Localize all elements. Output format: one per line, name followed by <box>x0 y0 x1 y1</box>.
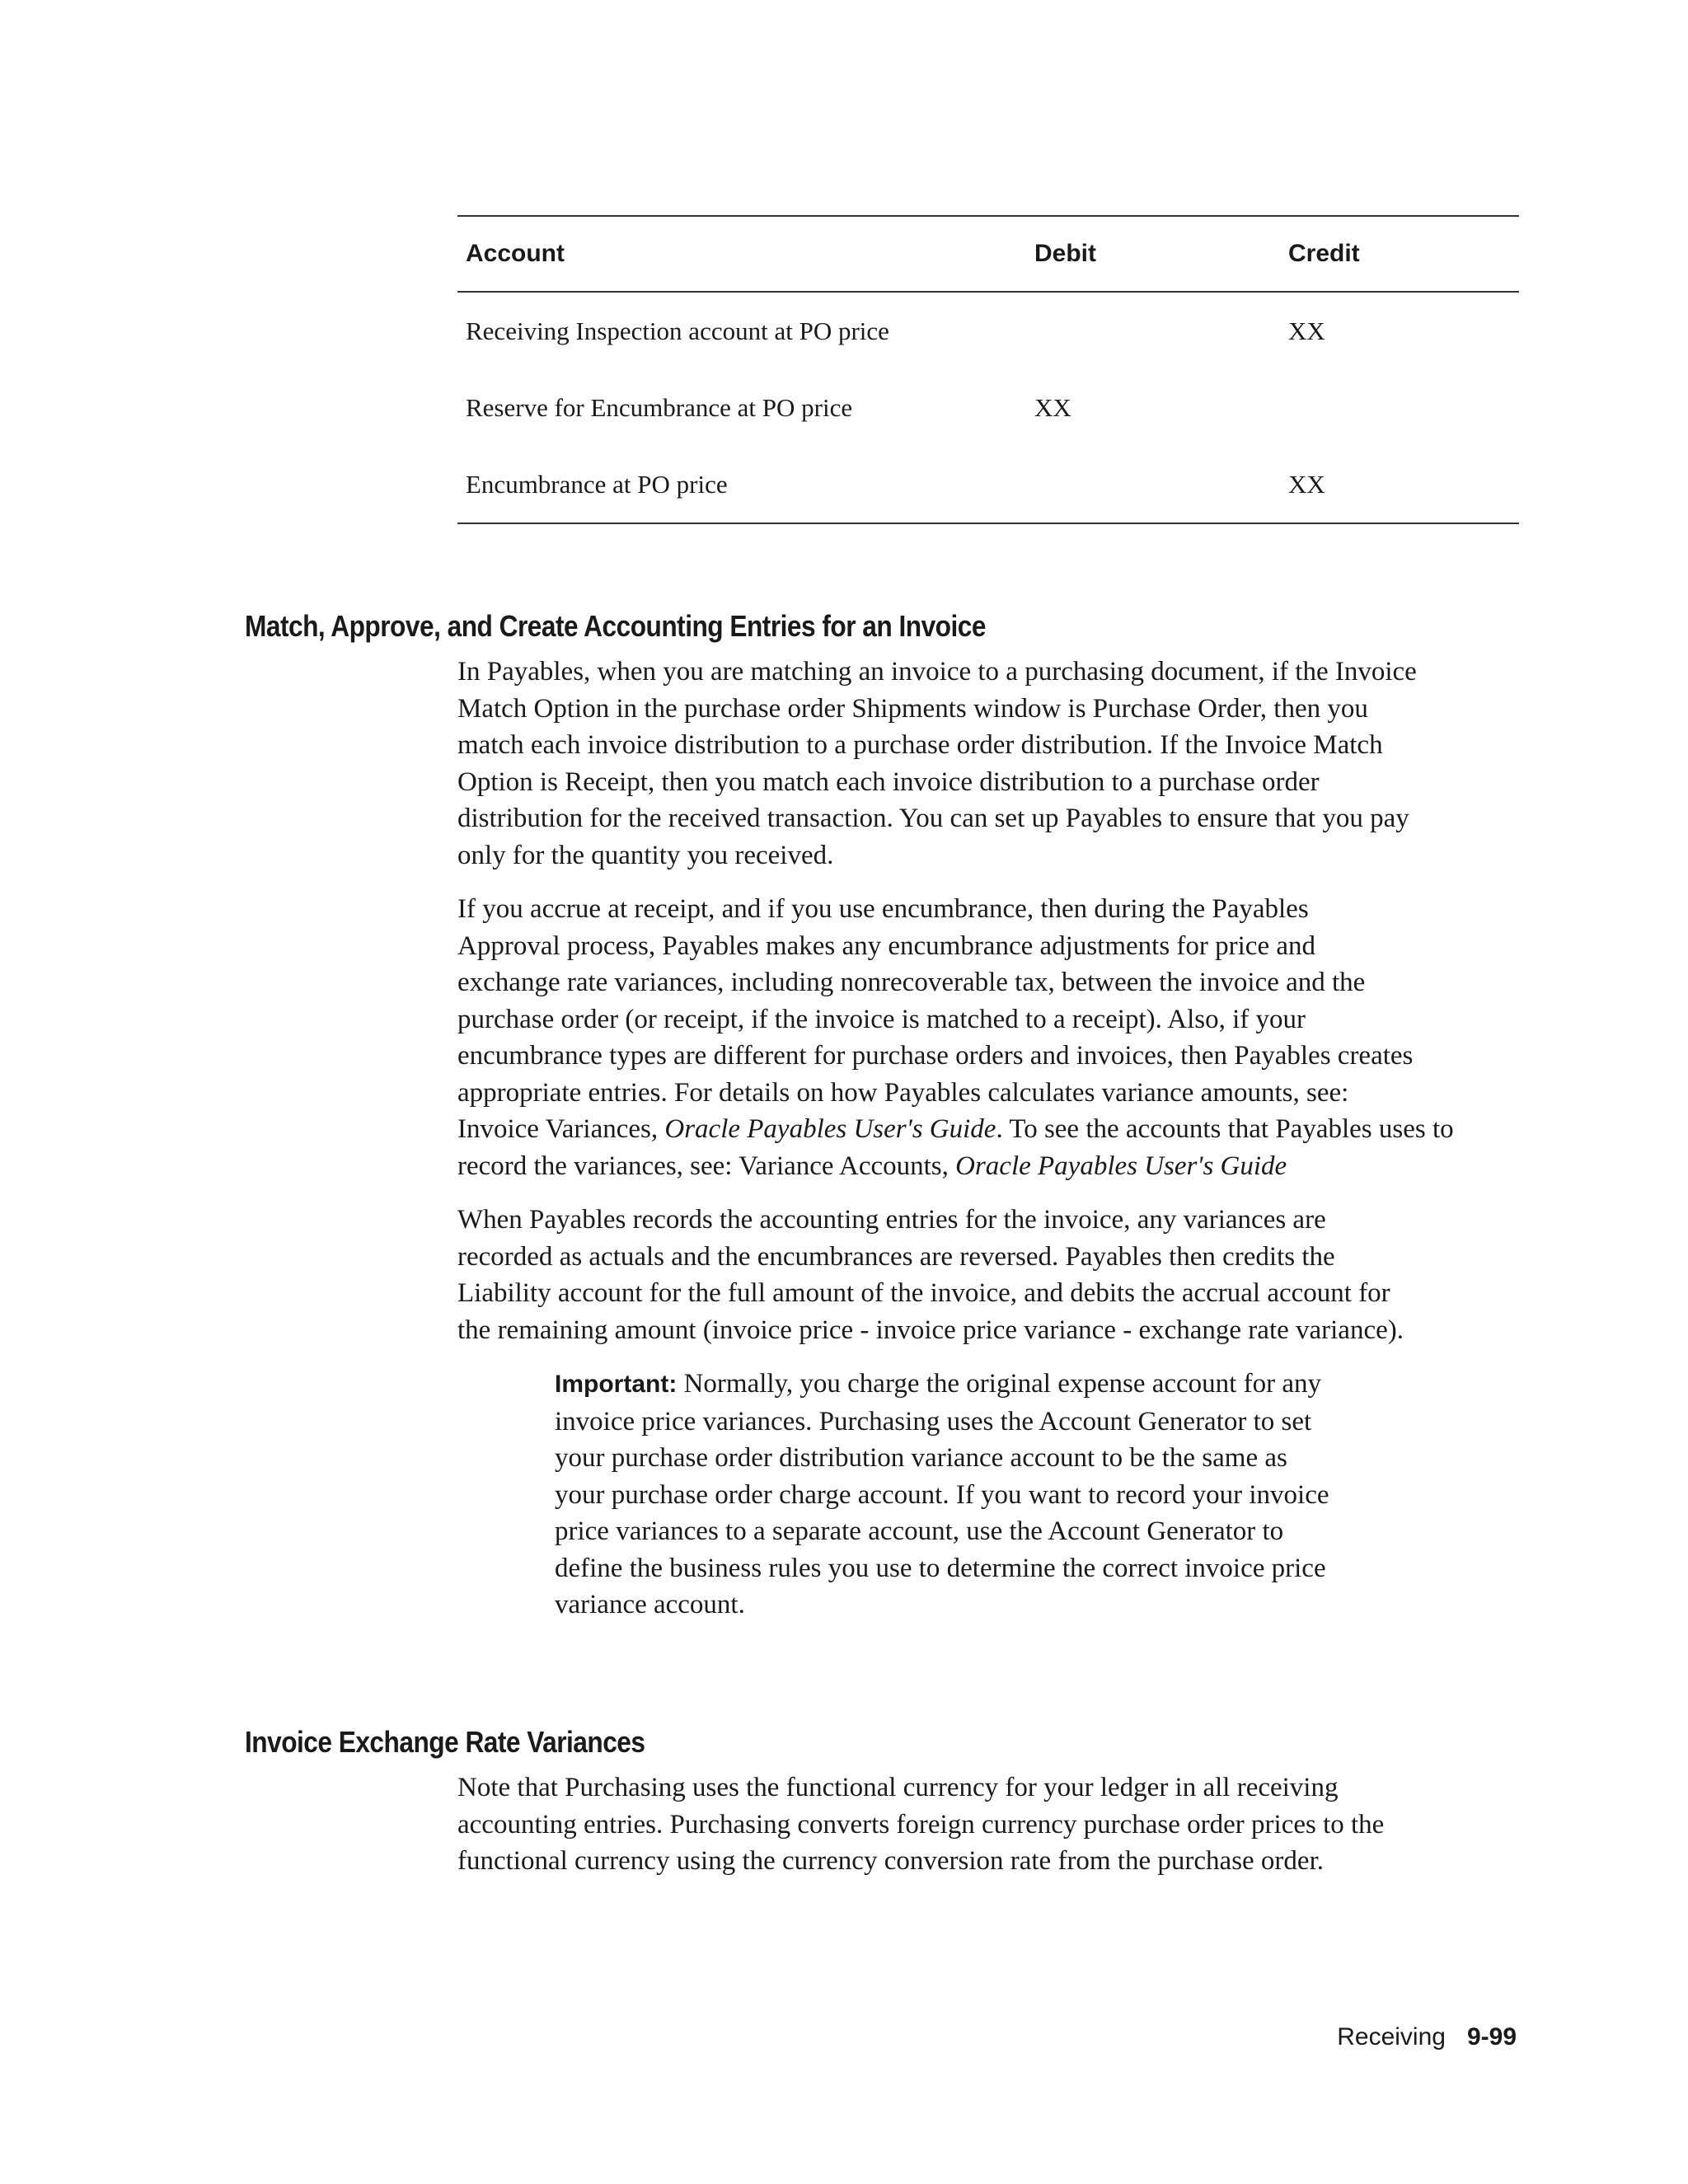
text-segment: Invoice Variances, <box>457 1114 665 1144</box>
table-body <box>457 292 1519 523</box>
text-line: Match Option in the purchase order Shipments window is Purchase Order, then you <box>457 693 1368 724</box>
section-heading-exchange-rate: Invoice Exchange Rate Variances <box>245 1725 645 1759</box>
text-line: price variances to a separate account, use the Account Generator to <box>555 1516 1284 1546</box>
text-line: In Payables, when you are matching an invoice to a purchasing document, if the Invoice <box>457 657 1417 687</box>
account-column-header: Account <box>466 240 565 267</box>
text-line: invoice price variances. Purchasing uses the Account Generator to set <box>555 1406 1312 1436</box>
text-line: distribution for the received transaction. You can set up Payables to ensure that you pay <box>457 804 1409 833</box>
text-line: Note that Purchasing uses the functional currency for your ledger in all receiving <box>457 1773 1339 1802</box>
section-heading-match-approve: Match, Approve, and Create Accounting Entries for an Invoice <box>245 609 986 643</box>
account-cell: Reserve for Encumbrance at PO price <box>466 392 853 422</box>
account-cell: Encumbrance at PO price <box>466 469 728 499</box>
text-line: encumbrance types are different for purchase orders and invoices, then Payables creates <box>457 1041 1414 1071</box>
credit-cell: XX <box>1288 316 1325 345</box>
credit-cell: XX <box>1288 469 1325 499</box>
debit-cell <box>1026 292 1280 369</box>
important-note <box>555 1366 1503 1624</box>
chapter-name: Receiving <box>1337 2023 1446 2050</box>
book-reference: Oracle Payables User's Guide <box>955 1151 1287 1181</box>
text-line <box>457 1111 1529 1148</box>
table-header <box>457 216 1519 292</box>
text-line: exchange rate variances, including nonrecoverable tax, between the invoice and the <box>457 968 1366 997</box>
table-header-row <box>457 216 1519 292</box>
book-reference: Oracle Payables User's Guide <box>664 1114 996 1144</box>
text-line: your purchase order charge account. If you want to record your invoice <box>555 1479 1329 1510</box>
paragraph-invoice-matching <box>457 654 1529 874</box>
debit-cell <box>1026 446 1280 523</box>
text-segment: record the variances, see: Variance Accounts, <box>457 1151 956 1181</box>
text-segment: Normally, you charge the original expense account for any <box>677 1369 1321 1399</box>
important-label: Important: <box>555 1371 678 1398</box>
text-line: recorded as actuals and the encumbrances are reversed. Payables then credits the <box>457 1241 1335 1272</box>
accounting-entries-table <box>457 215 1519 524</box>
text-line: If you accrue at receipt, and if you use encumbrance, then during the Payables <box>457 894 1309 924</box>
text-line: the remaining amount (invoice price - invoice price variance - exchange rate variance). <box>457 1315 1404 1345</box>
debit-column-header: Debit <box>1034 240 1096 267</box>
text-line: Option is Receipt, then you match each invoice distribution to a purchase order <box>457 766 1320 797</box>
text-line: accounting entries. Purchasing converts foreign currency purchase order prices to the <box>457 1809 1385 1840</box>
account-cell: Receiving Inspection account at PO price <box>466 316 889 345</box>
table-row <box>457 369 1519 446</box>
paragraph-functional-currency <box>457 1769 1529 1880</box>
text-line: appropriate entries. For details on how Payables calculates variance amounts, see: <box>457 1077 1349 1108</box>
text-line <box>457 1148 1529 1185</box>
text-line: Liability account for the full amount of the invoice, and debits the accrual account for <box>457 1278 1390 1308</box>
text-line: variance account. <box>555 1590 745 1619</box>
text-segment: . To see the accounts that Payables uses to <box>996 1114 1454 1144</box>
text-line: define the business rules you use to determine the correct invoice price <box>555 1553 1326 1583</box>
debit-cell: XX <box>1034 392 1071 422</box>
page-footer <box>1337 2023 1517 2051</box>
text-line: only for the quantity you received. <box>457 840 834 870</box>
text-line: functional currency using the currency conversion rate from the purchase order. <box>457 1846 1324 1876</box>
paragraph-accounting-entries <box>457 1202 1529 1348</box>
text-line <box>555 1366 1503 1404</box>
text-line: purchase order (or receipt, if the invoice is matched to a receipt). Also, if your <box>457 1004 1306 1034</box>
paragraph-encumbrance-adjustments <box>457 891 1529 1184</box>
credit-column-header: Credit <box>1288 240 1360 267</box>
table-row <box>457 446 1519 523</box>
text-line: match each invoice distribution to a purchase order distribution. If the Invoice Match <box>457 730 1383 760</box>
text-line: your purchase order distribution variance account to be the same as <box>555 1443 1287 1473</box>
credit-cell <box>1280 369 1519 446</box>
text-line: Approval process, Payables makes any encumbrance adjustments for price and <box>457 930 1315 961</box>
table-row <box>457 292 1519 369</box>
text-line: When Payables records the accounting entries for the invoice, any variances are <box>457 1205 1326 1235</box>
page-number: 9-99 <box>1466 2023 1517 2050</box>
